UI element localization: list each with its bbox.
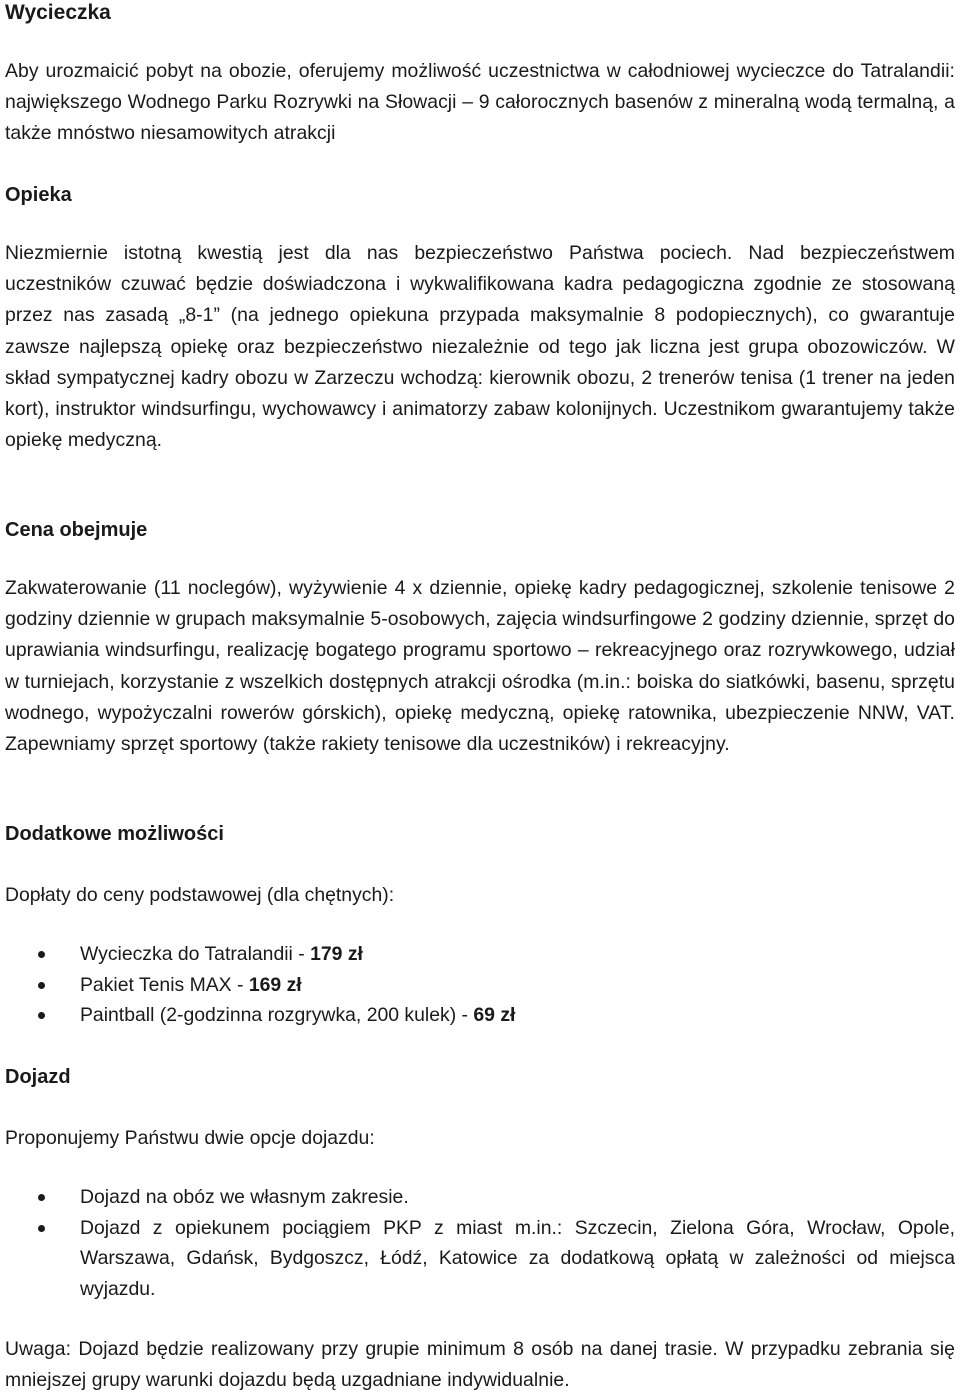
heading-transport: Dojazd: [5, 1066, 71, 1088]
transport-option: Dojazd z opiekunem pociągiem PKP z miast m.in.: Szczecin, Zielona Góra, Wrocław, Opole, Warszawa, Gdańsk, Bydgoszcz, Łódź, Katowice za dodatkową opłatą w zależności od miejsca wyjazdu.: [80, 1216, 955, 1300]
heading-trip: Wycieczka: [5, 1, 111, 24]
extra-price: 169 zł: [248, 973, 302, 996]
extra-price: 179 zł: [310, 943, 363, 965]
bullet-icon: [38, 1194, 45, 1201]
extra-label: Pakiet Tenis MAX -: [80, 973, 249, 996]
extras-list: [5, 939, 955, 1031]
extras-lead: Dopłaty do ceny podstawowej (dla chętnych):: [5, 884, 395, 906]
heading-price: Cena obejmuje: [5, 519, 148, 541]
extra-label: Paintball (2-godzinna rozgrywka, 200 kulek) -: [80, 1004, 474, 1026]
transport-list: [5, 1182, 955, 1304]
extra-label: Wycieczka do Tatralandii -: [80, 943, 311, 965]
paragraph-care: Niezmiernie istotną kwestią jest dla nas bezpieczeństwo Państwa pociech. Nad bezpieczeństwem uczestników czuwać będzie doświadczona i wykwalifikowana kadra pedagogiczna zgodnie ze stosowaną przez nas zasadą „8-1” (na jednego opiekuna przypada maksymalnie 8 podopiecznych), co gwarantuje zawsze najlepszą opiekę oraz bezpieczeństwo niezależnie od tego jak liczna jest grupa obozowiczów. W skład sympatycznej kadry obozu w Zarzeczu wchodzą: kierownik obozu, 2 trenerów tenisa (1 trener na jeden kort), instruktor windsurfingu, wychowawcy i animatorzy zabaw kolonijnych. Uczestnikom gwarantujemy także opiekę medyczną.: [5, 242, 955, 452]
list-item: [5, 1213, 955, 1305]
list-item: [5, 1182, 955, 1213]
bullet-icon: [38, 1012, 45, 1019]
bullet-icon: [38, 1225, 45, 1232]
heading-care: Opieka: [5, 184, 72, 206]
transport-option: Dojazd na obóz we własnym zakresie.: [80, 1186, 409, 1208]
transport-note: Uwaga: Dojazd będzie realizowany przy grupie minimum 8 osób na danej trasie. W przypadku zebrania się mniejszej grupy warunki dojazdu będą uzgadniane indywidualnie.: [5, 1338, 955, 1392]
list-item: [5, 970, 955, 1001]
paragraph-price: Zakwaterowanie (11 noclegów), wyżywienie 4 x dziennie, opiekę kadry pedagogicznej, szkolenie tenisowe 2 godziny dziennie w grupach maksymalnie 5-osobowych, zajęcia windsurfingowe 2 godziny dziennie, sprzęt do uprawiania windsurfingu, realizację bogatego programu sportowo – rekreacyjnego oraz rozrywkowego, udział w turniejach, korzystanie z wszelkich dostępnych atrakcji ośrodka (m.in.: boiska do siatkówki, basenu, sprzętu wodnego, wypożyczalni rowerów górskich), opiekę medyczną, opiekę ratownika, ubezpieczenie NNW, VAT. Zapewniamy sprzęt sportowy (także rakiety tenisowe dla uczestników) i rekreacyjny.: [5, 577, 955, 756]
bullet-icon: [38, 951, 45, 958]
list-item: [5, 939, 955, 970]
heading-extras: Dodatkowe możliwości: [5, 823, 224, 845]
transport-lead: Proponujemy Państwu dwie opcje dojazdu:: [5, 1127, 375, 1149]
list-item: [5, 1000, 955, 1031]
bullet-icon: [38, 982, 45, 989]
extra-price: 69 zł: [473, 1004, 516, 1026]
paragraph-trip: Aby urozmaicić pobyt na obozie, oferujemy możliwość uczestnictwa w całodniowej wycieczce do Tatralandii: największego Wodnego Parku Rozrywki na Słowacji – 9 całorocznych basenów z mineralną wodą termalną, a także mnóstwo niesamowitych atrakcji: [5, 60, 955, 145]
